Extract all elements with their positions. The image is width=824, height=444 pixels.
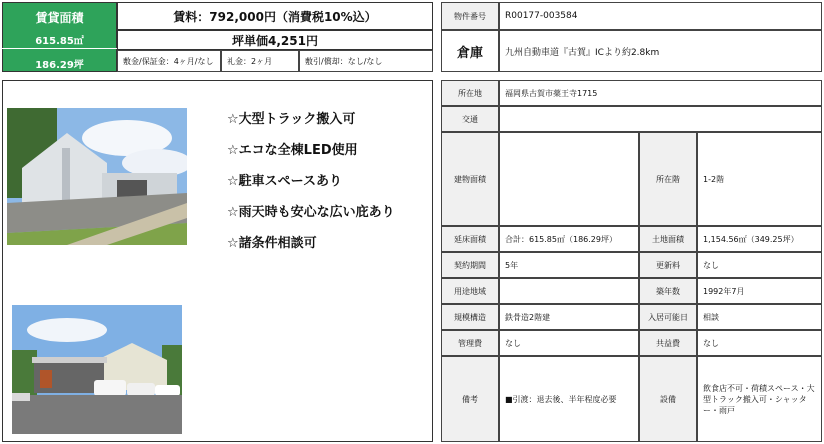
area-tsubo: 186.29坪 [35, 60, 84, 71]
property-id-label-cell [441, 2, 499, 30]
rent-box [117, 2, 433, 30]
movein-label: 入居可能日 [639, 304, 697, 330]
contract: 5年 [499, 252, 639, 278]
feature-item: ☆雨天時も安心な広い庇あり [227, 205, 395, 220]
access-cell [499, 30, 822, 72]
facilities-label: 設備 [639, 356, 697, 442]
address: 福岡県古賀市薬王寺1715 [499, 80, 822, 106]
land-area: 1,154.56㎡（349.25坪） [697, 226, 822, 252]
notes-label: 備考 [441, 356, 499, 442]
renewal-label: 更新料 [639, 252, 697, 278]
building-area [499, 132, 639, 226]
property-id-cell [499, 2, 822, 30]
common-fee: なし [697, 330, 822, 356]
built-label: 築年数 [639, 278, 697, 304]
zoning-label: 用途地域 [441, 278, 499, 304]
structure: 鉄骨造2階建 [499, 304, 639, 330]
built: 1992年7月 [697, 278, 822, 304]
area-box [2, 2, 117, 72]
facilities: 飲食店不可・荷積スペース・大型トラック搬入可・シャッター・雨戸 [697, 356, 822, 442]
feature-item: ☆駐車スペースあり [227, 174, 343, 189]
unit-price: 坪単価4,251円 [232, 33, 318, 48]
key-money: 礼金：2ヶ月 [227, 56, 273, 66]
property-id: R00177-003584 [505, 11, 578, 21]
transport-label: 交通 [441, 106, 499, 132]
type-label: 賃貸面積 [35, 11, 84, 25]
notes: ■引渡：退去後、半年程度必要 [499, 356, 639, 442]
category-cell [441, 30, 499, 72]
floor-label: 所在階 [639, 132, 697, 226]
movein: 相談 [697, 304, 822, 330]
mgmt-fee: なし [499, 330, 639, 356]
feature-item: ☆大型トラック搬入可 [227, 112, 356, 127]
access: 九州自動車道『古賀』ICより約2.8km [505, 47, 660, 58]
key-money-cell [221, 50, 299, 72]
deposit-cell [117, 50, 221, 72]
amortization-cell [299, 50, 433, 72]
feature-item: ☆諸条件相談可 [227, 236, 317, 251]
mgmt-fee-label: 管理費 [441, 330, 499, 356]
contract-label: 契約期間 [441, 252, 499, 278]
land-area-label: 土地面積 [639, 226, 697, 252]
address-label: 所在地 [441, 80, 499, 106]
warehouse-photo-2 [12, 305, 182, 434]
unit-price-box [117, 30, 433, 50]
deposit: 敷金/保証金：4ヶ月/なし [123, 56, 214, 66]
renewal: なし [697, 252, 822, 278]
rent: 賃料：792,000円（消費税10%込） [173, 9, 377, 24]
area-sqm: 615.85㎡ [35, 36, 84, 47]
structure-label: 規模構造 [441, 304, 499, 330]
amortization: 敷引/償却：なし/なし [305, 56, 383, 66]
total-floor: 合計：615.85㎡（186.29坪） [499, 226, 639, 252]
property-id-label: 物件番号 [454, 11, 486, 21]
total-floor-label: 延床面積 [441, 226, 499, 252]
floor: 1-2階 [697, 132, 822, 226]
warehouse-photo-1 [7, 108, 187, 245]
building-area-label: 建物面積 [441, 132, 499, 226]
transport [499, 106, 822, 132]
category: 倉庫 [456, 45, 483, 61]
common-fee-label: 共益費 [639, 330, 697, 356]
feature-item: ☆エコな全棟LED使用 [227, 143, 358, 158]
zoning [499, 278, 639, 304]
